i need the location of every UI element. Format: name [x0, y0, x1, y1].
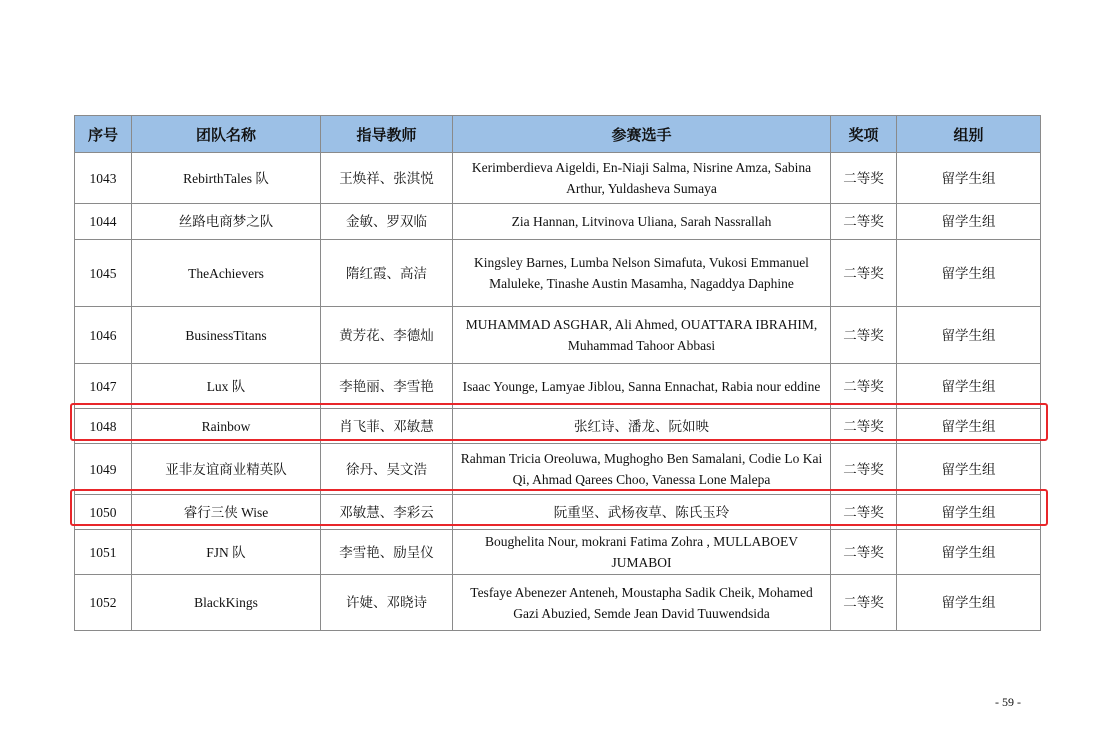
cell-index: 1047	[75, 364, 132, 409]
cell-award: 二等奖	[831, 444, 897, 495]
cell-index: 1046	[75, 307, 132, 364]
header-team-name: 团队名称	[132, 116, 321, 153]
cell-team: TheAchievers	[132, 240, 321, 307]
cell-advisors: 金敏、罗双临	[321, 204, 453, 240]
cell-members: Kerimberdieva Aigeldi, En-Niaji Salma, Nisrine Amza, Sabina Arthur, Yuldasheva Sumaya	[453, 153, 831, 204]
cell-advisors: 王焕祥、张淇悦	[321, 153, 453, 204]
table-row	[75, 307, 1041, 364]
cell-award: 二等奖	[831, 240, 897, 307]
cell-award: 二等奖	[831, 409, 897, 444]
table-row	[75, 240, 1041, 307]
cell-index: 1048	[75, 409, 132, 444]
cell-award: 二等奖	[831, 204, 897, 240]
cell-team: Rainbow	[132, 409, 321, 444]
cell-team: FJN 队	[132, 530, 321, 575]
cell-advisors: 肖飞菲、邓敏慧	[321, 409, 453, 444]
cell-index: 1043	[75, 153, 132, 204]
table-row	[75, 364, 1041, 409]
cell-award: 二等奖	[831, 495, 897, 530]
header-advisors: 指导教师	[321, 116, 453, 153]
cell-team: 亚非友谊商业精英队	[132, 444, 321, 495]
cell-group: 留学生组	[897, 575, 1041, 631]
cell-members: Rahman Tricia Oreoluwa, Mughogho Ben Samalani, Codie Lo Kai Qi, Ahmad Qarees Choo, Vanessa Lone Malepa	[453, 444, 831, 495]
table-row	[75, 575, 1041, 631]
cell-award: 二等奖	[831, 530, 897, 575]
cell-advisors: 隋红霞、高洁	[321, 240, 453, 307]
cell-members: MUHAMMAD ASGHAR, Ali Ahmed, OUATTARA IBRAHIM, Muhammad Tahoor Abbasi	[453, 307, 831, 364]
cell-group: 留学生组	[897, 364, 1041, 409]
cell-members: Tesfaye Abenezer Anteneh, Moustapha Sadik Cheik, Mohamed Gazi Abuzied, Semde Jean David Tuuwendsida	[453, 575, 831, 631]
header-group: 组别	[897, 116, 1041, 153]
cell-index: 1052	[75, 575, 132, 631]
cell-index: 1049	[75, 444, 132, 495]
cell-team: Lux 队	[132, 364, 321, 409]
cell-group: 留学生组	[897, 240, 1041, 307]
cell-award: 二等奖	[831, 153, 897, 204]
cell-team: 睿行三侠 Wise	[132, 495, 321, 530]
cell-group: 留学生组	[897, 444, 1041, 495]
cell-group: 留学生组	[897, 495, 1041, 530]
header-index: 序号	[75, 116, 132, 153]
awards-table	[74, 115, 1041, 631]
table-row	[75, 530, 1041, 575]
cell-members: 张红诗、潘龙、阮如映	[453, 409, 831, 444]
cell-award: 二等奖	[831, 364, 897, 409]
cell-team: 丝路电商梦之队	[132, 204, 321, 240]
table-row	[75, 444, 1041, 495]
cell-team: BlackKings	[132, 575, 321, 631]
cell-index: 1051	[75, 530, 132, 575]
cell-advisors: 邓敏慧、李彩云	[321, 495, 453, 530]
cell-group: 留学生组	[897, 530, 1041, 575]
table-row	[75, 153, 1041, 204]
header-award: 奖项	[831, 116, 897, 153]
cell-advisors: 徐丹、吴文浩	[321, 444, 453, 495]
table-header-row	[75, 116, 1041, 153]
cell-members: Boughelita Nour, mokrani Fatima Zohra , MULLABOEV JUMABOI	[453, 530, 831, 575]
cell-index: 1045	[75, 240, 132, 307]
cell-advisors: 黄芳花、李德灿	[321, 307, 453, 364]
cell-group: 留学生组	[897, 307, 1041, 364]
cell-advisors: 许婕、邓晓诗	[321, 575, 453, 631]
cell-group: 留学生组	[897, 409, 1041, 444]
cell-award: 二等奖	[831, 307, 897, 364]
cell-award: 二等奖	[831, 575, 897, 631]
cell-index: 1050	[75, 495, 132, 530]
cell-advisors: 李艳丽、李雪艳	[321, 364, 453, 409]
table-row	[75, 409, 1041, 444]
cell-team: BusinessTitans	[132, 307, 321, 364]
table-row	[75, 495, 1041, 530]
cell-team: RebirthTales 队	[132, 153, 321, 204]
header-members: 参赛选手	[453, 116, 831, 153]
cell-members: 阮重坚、武杨夜草、陈氏玉玲	[453, 495, 831, 530]
cell-advisors: 李雪艳、励呈仪	[321, 530, 453, 575]
cell-group: 留学生组	[897, 204, 1041, 240]
cell-index: 1044	[75, 204, 132, 240]
cell-members: Kingsley Barnes, Lumba Nelson Simafuta, Vukosi Emmanuel Maluleke, Tinashe Austin Masamha, Nagaddya Daphine	[453, 240, 831, 307]
cell-members: Isaac Younge, Lamyae Jiblou, Sanna Ennachat, Rabia nour eddine	[453, 364, 831, 409]
table-row	[75, 204, 1041, 240]
cell-members: Zia Hannan, Litvinova Uliana, Sarah Nassrallah	[453, 204, 831, 240]
cell-group: 留学生组	[897, 153, 1041, 204]
page-number: - 59 -	[995, 695, 1021, 709]
